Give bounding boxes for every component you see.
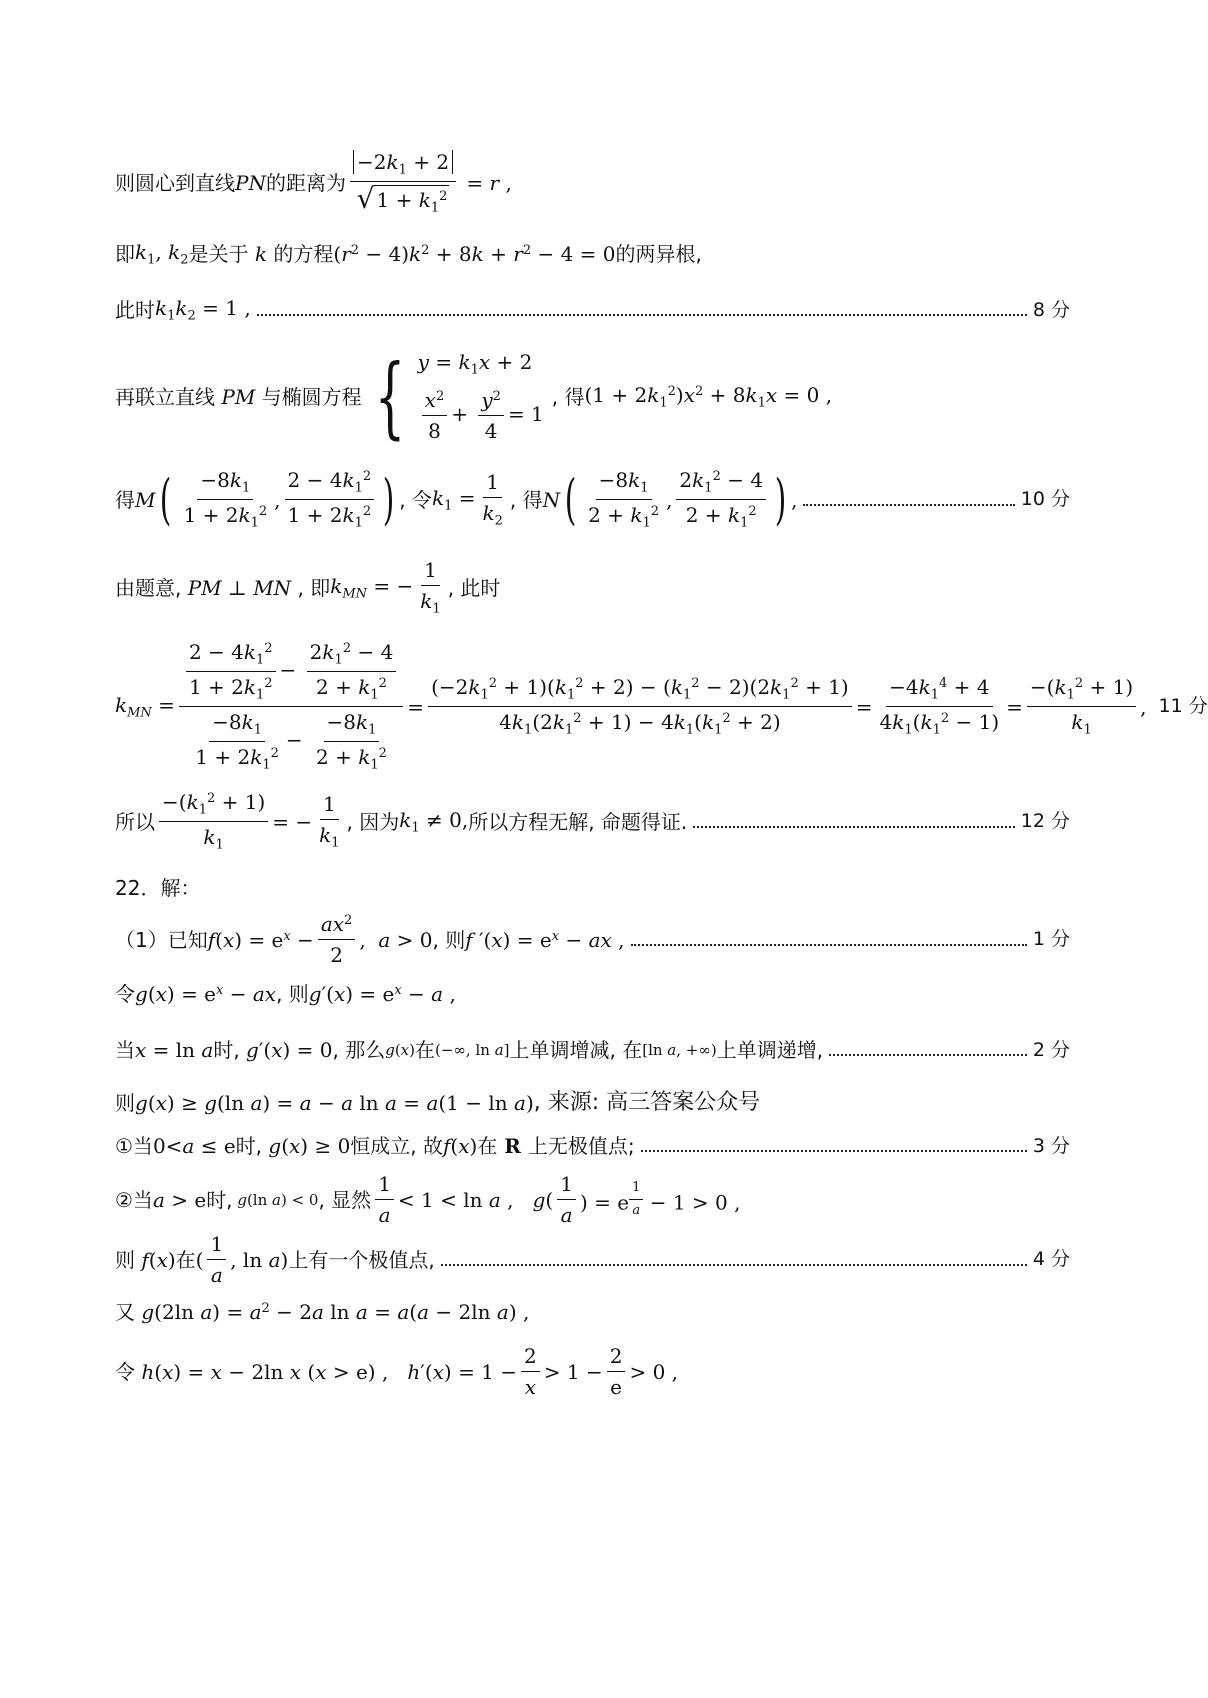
section-heading: 22．解：: [115, 876, 201, 900]
line-10: （1）已知 $f(x) = e^x$ − $\frac{ax^2}{2}$ , a > 0 , 则 f $'(x) = e^x$ − ax , 1 分: [115, 912, 1070, 967]
text: , 显然: [318, 1187, 372, 1212]
text: , 得: [509, 487, 543, 512]
text: 当: [115, 1038, 135, 1062]
line-14: ①当 0<a ≤ e 时, g(x) ≥ 0 恒成立, 故 f(x) 在 R 上无极值点; 3 分: [115, 1134, 1070, 1158]
text: 则: [115, 1091, 135, 1116]
source-note: , 来源: 高三答案公众号: [533, 1090, 761, 1115]
line-1: 则圆心到直线 PN 的距离为 $-2k_1 + 2$ √ $1 + k_1^2$ = r ,: [115, 150, 512, 216]
line-9: [115, 876, 200, 900]
line-17: 又 g(2ln $a) = a^2 - 2a$ ln a = a(a − 2ln a) ,: [115, 1300, 530, 1324]
score: 10 分: [1020, 488, 1070, 511]
text: 时,: [206, 1187, 233, 1212]
line-4: 再联立直线 PM 与椭圆方程 { $y = k_1x + 2$ $\frac{x^2}{8}$ + $\frac{y^2}{4}$ = 1 , 得 $(1 + 2k_1^2)x^2 + 8k_1x = 0$ ,: [115, 344, 833, 448]
score: 1 分: [1032, 928, 1070, 951]
text: 得: [115, 487, 135, 512]
text: 所以: [115, 809, 155, 834]
text: , 则: [432, 927, 466, 952]
text: , 此时: [447, 575, 501, 600]
text: 的两异根,: [615, 242, 702, 267]
dot-leader: [257, 314, 1027, 316]
text: 所以方程无解, 命题得证.: [468, 809, 688, 834]
text: 时,: [235, 1134, 263, 1158]
text: （1）已知: [115, 927, 208, 952]
text: 上无极值点;: [527, 1134, 635, 1158]
text: 即: [115, 242, 135, 267]
line-5: 得 M ( $\frac{-8k_1}{1 + 2k_1^2}$ , $\frac{2 - 4k_1^2}{1 + 2k_1^2}$ ) , 令 $k_1$ = $\frac{1}{k_2}$ , 得 N ( $\frac{-8k_1}{2 + k_1^2}$ , $\frac{2k_1^2 - 4}{2 + k_1^2}$ ) , 10 分: [115, 467, 1070, 531]
text: 在: [415, 1038, 435, 1062]
text: 令: [115, 1359, 135, 1384]
line-3: 此时 $k_1k_2 = 1$ , 8 分: [115, 296, 1070, 324]
score: 11 分: [1158, 695, 1208, 718]
line-15: ②当 a > e 时, g(ln a) < 0 , 显然 $\frac{1}{a}$ < 1 < ln a , g( $\frac{1}{a}$ ) = e $^{\frac{1}{a}}$ − 1 > 0 ,: [115, 1172, 741, 1227]
text: 又: [115, 1300, 135, 1324]
line-8: 所以 $\frac{-(k_1^2 + 1)}{k_1}$ = − $\frac{1}{k_1}$ , 因为 $k_1 \ne 0$, 所以方程无解, 命题得证. 12 分: [115, 790, 1070, 853]
text: 在: [175, 1247, 196, 1272]
score: 12 分: [1020, 810, 1070, 833]
text: ①当: [115, 1134, 153, 1158]
dot-leader: [641, 1150, 1027, 1152]
text: 上单调增减, 在: [509, 1038, 643, 1062]
distance-fraction: $-2k_1 + 2$ √ $1 + k_1^2$: [350, 150, 456, 216]
line-13: 则 g(x) ≥ g(ln a) = a − a ln a = a(1 − ln a) , 来源: 高三答案公众号: [115, 1090, 761, 1116]
text: 令: [115, 982, 135, 1006]
line-2: 即 $k_1$, $k_2$ 是关于 k 的方程 $(r^2 - 4)k^2 + 8k + r^2 - 4 = 0$ 的两异根,: [115, 240, 702, 268]
dot-leader: [631, 944, 1027, 946]
equation-system: $y = k_1x + 2$ $\frac{x^2}{8}$ + $\frac{y^2}{4}$ = 1: [417, 350, 544, 444]
line-16: 则 f(x) 在 ( $\frac{1}{a}$ , ln a) 上有一个极值点, 4 分: [115, 1232, 1070, 1287]
text: 与椭圆方程: [261, 384, 362, 409]
text: 恒成立, 故: [350, 1134, 444, 1158]
text: , 令: [399, 487, 432, 512]
text: 上单调递增,: [716, 1038, 824, 1062]
text: 的方程: [273, 242, 334, 267]
dot-leader: [441, 1264, 1027, 1266]
score: 8 分: [1032, 298, 1070, 321]
text: , 即: [297, 575, 331, 600]
line-11: 令 $g(x) = e^x$ − ax , 则 $g'(x) = e^x - a$ ,: [115, 982, 456, 1006]
score: 3 分: [1032, 1134, 1070, 1157]
line-7: $k_{MN}$ = $\frac{2 - 4k_1^2}{1 + 2k_1^2}$ − $\frac{2k_1^2 - 4}{2 + k_1^2}$ $\frac{-8k_1}{1 + 2k_1^2}$ − $\frac{-8k_1}{2 + k_1^2}$ = $\frac{(-2k_1^2 + 1)(k_1^2 + 2) - (k_1^2 - 2)(2k_1^2 + 1)}{4k_1(2k_1^2 + 1) - 4k_1(k_1^2 + 2)}$ = $\frac{-4k_1^4 + 4}{4k_1(k_1^2 - 1)}$ = $\frac{-(k_1^2 + 1)}{k_1}$ , 11 分: [115, 640, 1208, 773]
text: , 因为: [346, 809, 400, 834]
text: 再联立直线: [115, 384, 215, 409]
line-18: 令 h(x) = x − 2ln x (x > e) , h′(x) = 1 − $\frac{2}{x}$ > 1 − $\frac{2}{e}$ > 0 ,: [115, 1344, 679, 1399]
text: 的距离为: [265, 171, 346, 196]
text: 由题意,: [115, 575, 182, 600]
line-12: 当 x = ln a 时, g′(x) = 0 , 那么 g(x) 在 (−∞, ln a] 上单调增减, 在 [ln a, +∞) 上单调递增, 2 分: [115, 1038, 1070, 1062]
text: , 则: [276, 982, 309, 1006]
text: 在: [477, 1134, 498, 1158]
score: 4 分: [1032, 1248, 1070, 1271]
text: , 得: [551, 384, 585, 409]
dot-leader: [803, 504, 1014, 506]
compound-fraction: $\frac{2 - 4k_1^2}{1 + 2k_1^2}$ − $\frac{2k_1^2 - 4}{2 + k_1^2}$ $\frac{-8k_1}{1 + 2k_1^2}$ − $\frac{-8k_1}{2 + k_1^2}$: [179, 640, 403, 774]
dot-leader: [829, 1054, 1027, 1056]
text: 则: [115, 1247, 135, 1272]
score: 2 分: [1032, 1038, 1070, 1061]
text: ②当: [115, 1187, 153, 1212]
dot-leader: [693, 826, 1014, 828]
text: 时,: [213, 1038, 240, 1062]
text: , 那么: [332, 1038, 386, 1062]
text: 则圆心到直线: [115, 171, 235, 196]
text: 此时: [115, 298, 155, 323]
line-6: 由题意, PM ⊥ MN , 即 $k_{MN}$ = − $\frac{1}{k_1}$ , 此时: [115, 558, 501, 617]
text: 是关于: [188, 242, 249, 267]
text: 上有一个极值点,: [288, 1247, 435, 1272]
